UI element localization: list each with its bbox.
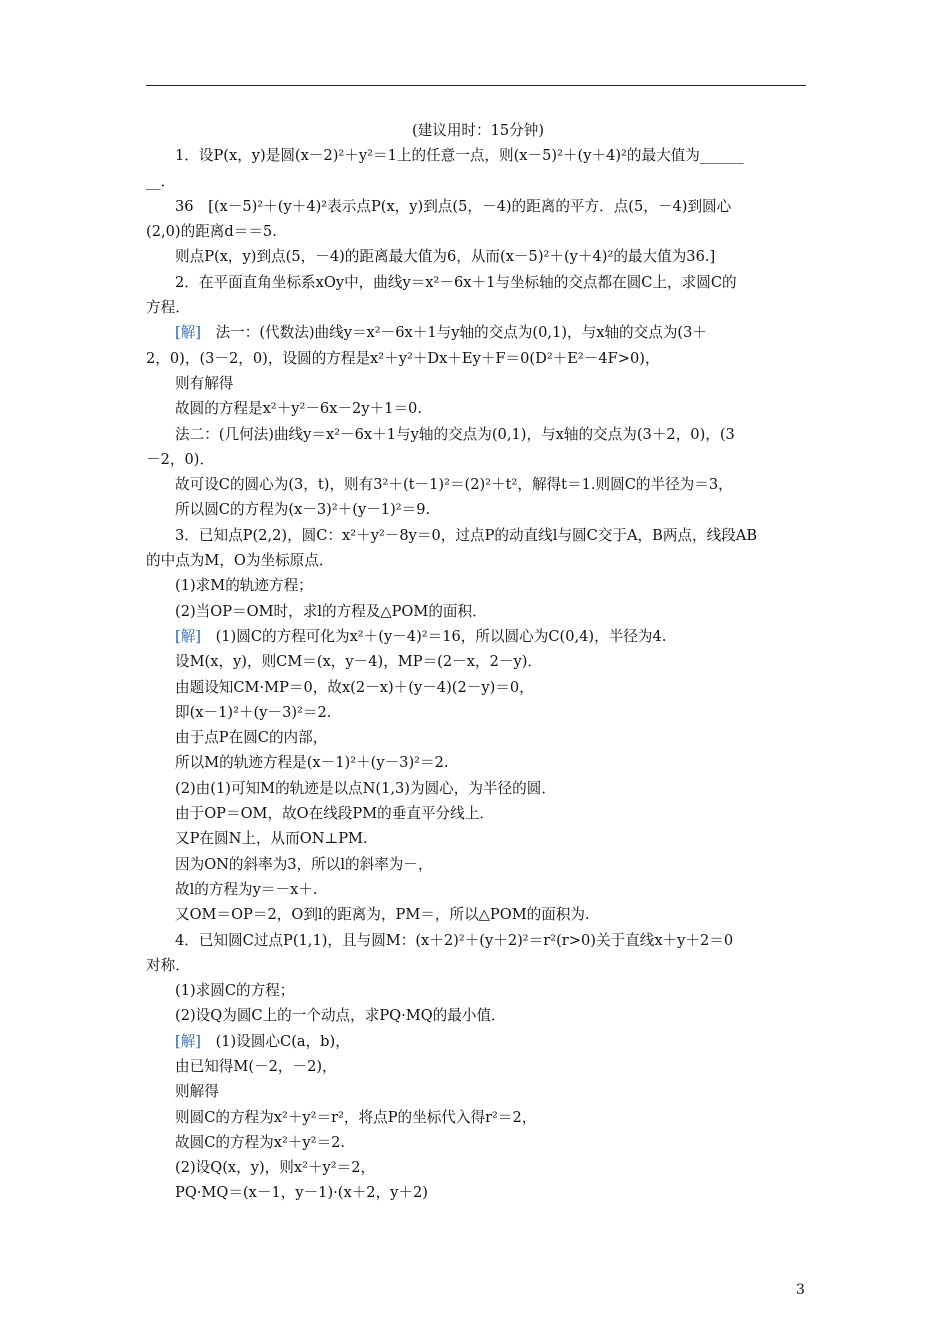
text-line	[146, 219, 810, 244]
line-text: 由题设知CM·MP＝0，故x(2－x)＋(y－4)(2－y)＝0，	[175, 678, 534, 696]
text-line	[146, 624, 810, 649]
header-rule	[146, 85, 806, 86]
text-line	[146, 675, 810, 700]
text-line	[146, 1180, 810, 1205]
text-line	[146, 852, 810, 877]
line-text: 则有解得	[175, 374, 234, 392]
text-line	[146, 776, 810, 801]
text-line	[146, 978, 810, 1003]
text-line	[146, 1079, 810, 1104]
solution-tag: [解]	[175, 1032, 201, 1050]
line-text: 2．在平面直角坐标系xOy中，曲线y＝x²－6x＋1与坐标轴的交点都在圆C上，求圆C的	[175, 273, 737, 291]
line-text: 对称．	[146, 956, 190, 974]
text-line	[146, 877, 810, 902]
line-text: 则解得	[175, 1083, 219, 1101]
text-line	[146, 118, 810, 143]
line-text: 法一：(代数法)曲线y＝x²－6x＋1与y轴的交点为(0,1)，与x轴的交点为(3＋	[200, 324, 707, 342]
text-line	[146, 548, 810, 573]
text-line	[146, 422, 810, 447]
line-text: 故可设C的圆心为(3，t)，则有3²＋(t－1)²＝(2)²＋t²，解得t＝1.则圆C的半径为＝3，	[175, 476, 733, 494]
text-line	[146, 953, 810, 978]
line-text: 方程．	[146, 299, 190, 317]
line-text: 故l的方程为y＝－x＋.	[175, 880, 318, 898]
text-line	[146, 270, 810, 295]
solution-tag: [解]	[175, 627, 201, 645]
text-line	[146, 169, 810, 194]
line-text: (2)当OP＝OM时，求l的方程及△POM的面积．	[175, 602, 487, 620]
text-line	[146, 826, 810, 851]
line-text: 2，0)，(3－2，0)，设圆的方程是x²＋y²＋Dx＋Ey＋F＝0(D²＋E²－4F>0)，	[146, 349, 660, 367]
line-text: PQ·MQ＝(x－1，y－1)·(x＋2，y＋2)	[175, 1184, 428, 1202]
line-text: (2)由(1)可知M的轨迹是以点N(1,3)为圆心，为半径的圆．	[175, 779, 556, 797]
line-text: (1)圆C的方程可化为x²＋(y－4)²＝16，所以圆心为C(0,4)，半径为4.	[200, 627, 667, 645]
text-line	[146, 1155, 810, 1180]
line-text: 则圆C的方程为x²＋y²＝r²，将点P的坐标代入得r²＝2，	[175, 1108, 537, 1126]
text-line	[146, 1105, 810, 1130]
text-line	[146, 447, 810, 472]
line-text: 3．已知点P(2,2)，圆C：x²＋y²－8y＝0，过点P的动直线l与圆C交于A，B两点，线段AB	[175, 526, 758, 544]
text-line	[146, 1130, 810, 1155]
text-line	[146, 928, 810, 953]
text-line	[146, 472, 810, 497]
line-text: 由于点P在圆C的内部，	[175, 729, 328, 747]
text-line	[146, 244, 810, 269]
line-text: (1)求M的轨迹方程；	[175, 577, 313, 595]
line-text: 因为ON的斜率为3，所以l的斜率为－，	[175, 855, 433, 873]
text-line	[146, 750, 810, 775]
line-text: (2)设Q为圆C上的一个动点，求PQ·MQ的最小值．	[175, 1007, 506, 1025]
line-text: (1)设圆心C(a，b)，	[200, 1032, 350, 1050]
line-text: (建议用时：15分钟)	[411, 122, 545, 139]
text-line	[146, 371, 810, 396]
text-line	[146, 523, 810, 548]
line-text: 由于OP＝OM，故O在线段PM的垂直平分线上．	[175, 805, 494, 823]
line-text: (1)求圆C的方程；	[175, 982, 295, 1000]
text-line	[146, 1003, 810, 1028]
text-line	[146, 143, 810, 168]
line-text: 则点P(x，y)到点(5，－4)的距离最大值为6，从而(x－5)²＋(y＋4)²的最大值为36.]	[175, 248, 716, 266]
text-line	[146, 346, 810, 371]
text-line	[146, 396, 810, 421]
line-text: 故圆的方程是x²＋y²－6x－2y＋1＝0.	[175, 400, 422, 418]
text-line	[146, 599, 810, 624]
line-text: 由已知得M(－2，－2)，	[175, 1057, 337, 1075]
text-line	[146, 295, 810, 320]
text-line	[146, 700, 810, 725]
text-line	[146, 497, 810, 522]
line-text: －2，0)．	[146, 450, 215, 468]
line-text: 36 [(x－5)²＋(y＋4)²表示点P(x，y)到点(5，－4)的距离的平方．点(5，－4)到圆心	[175, 197, 732, 215]
text-line	[146, 573, 810, 598]
line-text: 法二：(几何法)曲线y＝x²－6x＋1与y轴的交点为(0,1)，与x轴的交点为(3＋2，0)，(3	[175, 425, 735, 443]
text-line	[146, 1029, 810, 1054]
line-text: 所以M的轨迹方程是(x－1)²＋(y－3)²＝2.	[175, 754, 449, 772]
solution-tag: [解]	[175, 324, 201, 342]
line-text: 4．已知圆C过点P(1,1)，且与圆M：(x＋2)²＋(y＋2)²＝r²(r>0)关于直线x＋y＋2＝0	[175, 931, 734, 949]
text-line	[146, 902, 810, 927]
line-text: 1．设P(x，y)是圆(x－2)²＋y²＝1上的任意一点，则(x－5)²＋(y＋4)²的最大值为______	[175, 147, 744, 165]
line-text: 又P在圆N上，从而ON⊥PM.	[175, 830, 368, 848]
page-number: 3	[796, 1282, 805, 1298]
text-line	[146, 320, 810, 345]
text-line	[146, 1054, 810, 1079]
line-text: 设M(x，y)，则CM＝(x，y－4)，MP＝(2－x，2－y)．	[175, 653, 542, 671]
line-text: 的中点为M，O为坐标原点．	[146, 552, 334, 570]
text-line	[146, 801, 810, 826]
line-text: 所以圆C的方程为(x－3)²＋(y－1)²＝9.	[175, 501, 431, 519]
line-text: 即(x－1)²＋(y－3)²＝2.	[175, 703, 332, 721]
line-text: __．	[146, 172, 176, 190]
line-text: (2,0)的距离d＝＝5.	[146, 223, 277, 241]
document-body	[146, 118, 810, 1206]
text-line	[146, 725, 810, 750]
text-line	[146, 649, 810, 674]
line-text: (2)设Q(x，y)，则x²＋y²＝2，	[175, 1159, 376, 1177]
line-text: 又OM＝OP＝2，O到l的距离为，PM＝，所以△POM的面积为.	[175, 906, 590, 924]
text-line	[146, 194, 810, 219]
line-text: 故圆C的方程为x²＋y²＝2.	[175, 1133, 346, 1151]
